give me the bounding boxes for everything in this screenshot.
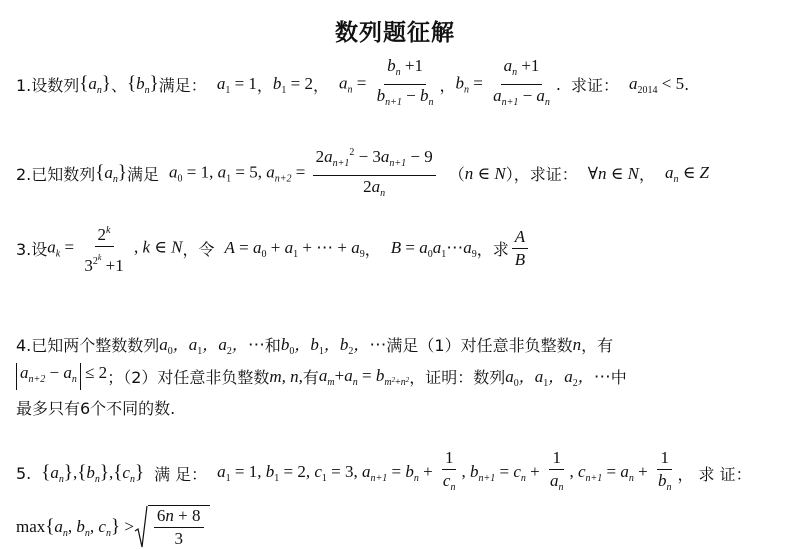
problem-1-condition: 满足：	[158, 76, 207, 95]
formula-sets-abc: $\{a_n\},\{b_n\},\{c_n\}$	[41, 461, 145, 485]
formula-forall: ∀n ∈ N	[587, 163, 639, 183]
formula-B-product: $B = a_0a_1\cdots a_9$	[390, 237, 477, 260]
problem-5-lead: 5.	[16, 463, 32, 483]
formula-an-recursion: $a_n$ = $\frac{b_n +1}{b_{n+1} - b_n}$	[339, 56, 434, 108]
problem-1: 1.设数列 $\{a_n\}$ 、 $\{b_n\}$ 满足： $a_1 = 1$ ， $b_1 = 2$ ， $a_n$ = $\frac{b_n +1}{b_{n+1} - b_n}$ ， $b_n$ = $\frac{a_n +1}{a_{n+1} - a_n}$ . 求证： $a_{2014} < 5$ .	[16, 56, 689, 113]
formula-system: $a_1 = 1$, $b_1 = 2$, $c_1 = 3$, $a_{n+1} = b_n$ + $\frac{1}{c_n}$ , $b_{n+1} = c_n$ + $\frac{1}{a_n}$ , $c_{n+1} = a_n$ + $\frac{1}{b_n}$	[217, 448, 672, 493]
formula-set-a: $\{a_n\}$	[79, 73, 112, 96]
problem-2-lead: 2.已知数列	[16, 165, 96, 184]
formula-sqrt: $\frac{6n + 8}{3}$	[134, 505, 210, 549]
formula-set-b: $\{b_n\}$	[127, 73, 159, 96]
problem-2: 2.已知数列 $\{a_n\}$ 满足 $a_0 = 1$, $a_1 = 5$, $a_{n+2}$ = $\frac{2a_{n+1}^2 - 3a_{n+1} - 9}{2a_n}$ （ n ∈ N ），求证： ∀n ∈ N ， $a_n$ ∈ Z	[16, 143, 709, 204]
formula-initial-values: $a_0 = 1$, $a_1 = 5$, $a_{n+2}$ = $\frac{2a_{n+1}^2 - 3a_{n+1} - 9}{2a_n}$	[169, 143, 439, 204]
problem-1-conclude: 求证：	[571, 76, 620, 95]
formula-seq-a-2: $a_0$，$a_1$，$a_2$，⋯	[505, 367, 611, 389]
problem-4-line-1: 4.已知两个整数数列 $a_0$，$a_1$，$a_2$，⋯ 和 $b_0$，$b_1$，$b_2$，⋯ 满足（1）对任意非负整数 n ，有	[16, 332, 613, 357]
formula-a1: $a_1 = 1$	[216, 73, 257, 96]
formula-an-in-Z: $a_n$ ∈ Z	[664, 162, 710, 185]
problem-3-lead: 3.设	[16, 240, 48, 259]
separator: 、	[111, 76, 128, 95]
formula-am-an: $a_m+a_n = b_{m^2+n^2}$	[318, 365, 410, 388]
page-title: 数列题征解	[335, 20, 455, 46]
problem-1-lead: 1.设数列	[16, 76, 80, 95]
formula-A-sum: $A = a_0 + a_1$ + ⋯ + $a_9$	[224, 237, 365, 260]
formula-a2014: $a_{2014} < 5$	[629, 73, 685, 96]
formula-set-a: $\{a_n\}$	[95, 162, 128, 185]
formula-b1: $b_1 = 2$	[272, 73, 314, 96]
formula-A-over-B: $\frac{A}{B}$	[509, 227, 531, 270]
problem-2-condition: 满足	[127, 165, 160, 184]
formula-seq-b: $b_0$，$b_1$，$b_2$，⋯	[280, 335, 387, 357]
problem-4-line-2: $a_{n+2} - a_n \le 2$ ；（2）对任意非负整数 m, n, 有 $a_m+a_n = b_{m^2+n^2}$ ，证明：数列 $a_0$，$a_1$，$a_2$，⋯ 中	[16, 363, 627, 390]
problem-5-line-1: 5. $\{a_n\},\{b_n\},\{c_n\}$ 满 足： $a_1 = 1$, $b_1 = 2$, $c_1 = 3$, $a_{n+1} = b_n$ + $\frac{1}{c_n}$ , $b_{n+1} = c_n$ + $\frac{1}{a_n}$ , $c_{n+1} = a_n$ + $\frac{1}{b_n}$ ， 求 证：	[16, 448, 752, 498]
formula-max-inequality: $\max\{a_n$, $b_n$, $c_n$} >	[16, 515, 134, 539]
problem-4-line-3: 最多只有6个不同的数.	[16, 399, 176, 418]
formula-abs-diff: $a_{n+2} - a_n \le 2$	[16, 363, 107, 390]
formula-ak: $a_k$ = $\frac{2^k}{3^{2^k} +1}$ , k ∈ N	[47, 221, 182, 276]
formula-n-in-N: n ∈ N	[464, 163, 506, 183]
problem-3: 3.设 $a_k$ = $\frac{2^k}{3^{2^k} +1}$ , k ∈ N ，令 $A = a_0 + a_1$ + ⋯ + $a_9$ ， $B = a_0a_1\cdots a_9$ ，求 $\frac{A}{B}$	[16, 221, 531, 276]
problem-5-line-2	[16, 505, 210, 549]
formula-seq-a: $a_0$，$a_1$，$a_2$，⋯	[159, 335, 265, 357]
formula-bn-recursion: $b_n$ = $\frac{a_n +1}{a_{n+1} - a_n}$	[455, 56, 550, 108]
